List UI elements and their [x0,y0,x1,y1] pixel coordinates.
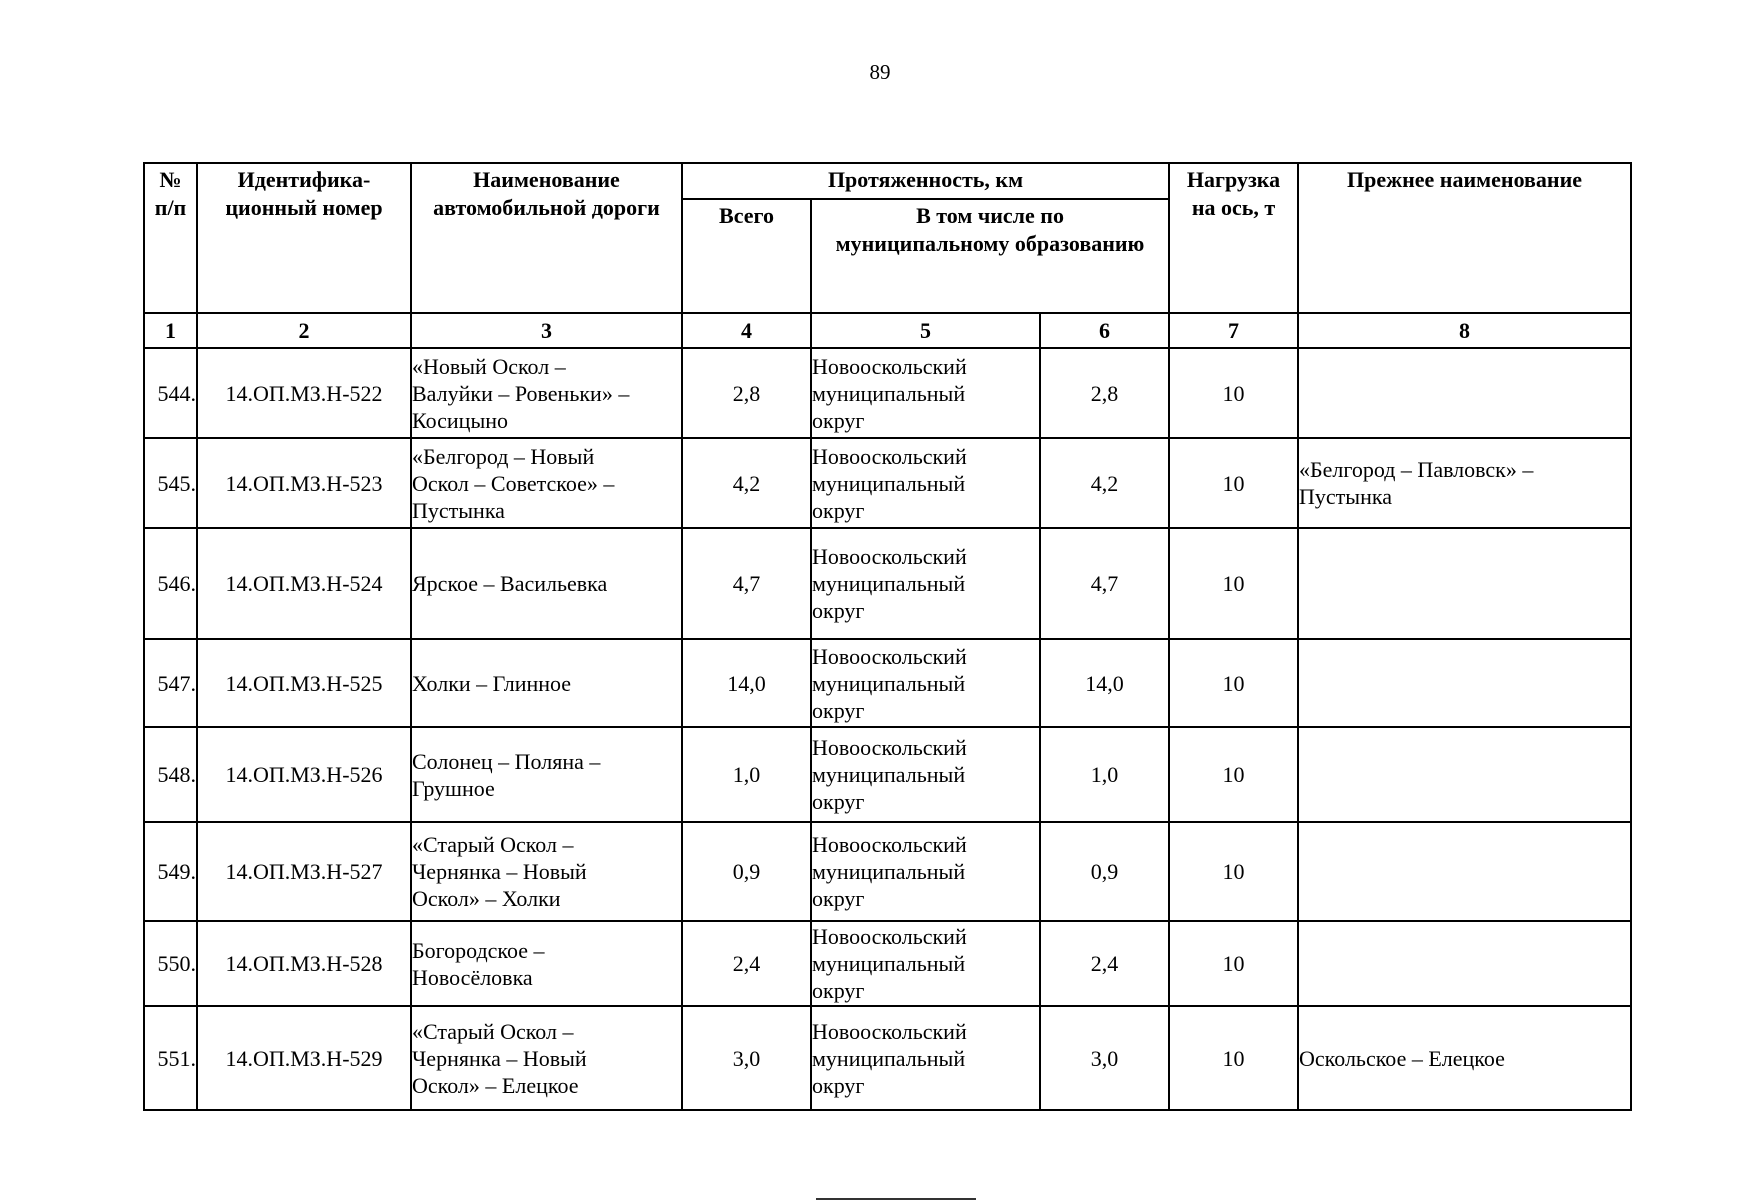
row-number: 547. [144,639,197,727]
column-number: 4 [682,313,811,348]
municipal-area-cell: Новооскольский муниципальный округ [811,727,1040,822]
axle-load-cell: 10 [1169,438,1298,528]
length-by-mo-cell: 4,7 [1040,528,1169,639]
row-number: 546. [144,528,197,639]
previous-name-cell: «Белгород – Павловск» – Пустынка [1298,438,1631,528]
previous-name-cell: Оскольское – Елецкое [1298,1006,1631,1110]
identifier-cell: 14.ОП.МЗ.Н-522 [197,348,411,438]
page-number: 89 [869,60,891,84]
header-row-number: № п/п [144,163,197,313]
length-by-mo-cell: 3,0 [1040,1006,1169,1110]
table-row [144,921,1631,1006]
road-name-cell: Ярское – Васильевка [411,528,682,639]
header-length-total: Всего [682,199,811,313]
municipal-area-cell: Новооскольский муниципальный округ [811,639,1040,727]
column-number: 6 [1040,313,1169,348]
table-row [144,727,1631,822]
length-by-mo-cell: 14,0 [1040,639,1169,727]
row-number: 549. [144,822,197,921]
table-row [144,438,1631,528]
road-name-cell: «Старый Оскол – Чернянка – Новый Оскол» – Елецкое [411,1006,682,1110]
previous-name-cell [1298,921,1631,1006]
row-number: 548. [144,727,197,822]
previous-name-cell [1298,348,1631,438]
roads-table [143,162,1632,1111]
table-body [144,348,1631,1110]
length-total-cell: 2,4 [682,921,811,1006]
length-total-cell: 2,8 [682,348,811,438]
axle-load-cell: 10 [1169,921,1298,1006]
identifier-cell: 14.ОП.МЗ.Н-526 [197,727,411,822]
table-row [144,639,1631,727]
column-number: 7 [1169,313,1298,348]
length-total-cell: 3,0 [682,1006,811,1110]
length-total-cell: 1,0 [682,727,811,822]
header-previous-name: Прежнее наименование [1298,163,1631,313]
table-row [144,822,1631,921]
table-row [144,1006,1631,1110]
previous-name-cell [1298,639,1631,727]
header-identifier: Идентифика- ционный номер [197,163,411,313]
axle-load-cell: 10 [1169,1006,1298,1110]
identifier-cell: 14.ОП.МЗ.Н-523 [197,438,411,528]
length-total-cell: 0,9 [682,822,811,921]
axle-load-cell: 10 [1169,727,1298,822]
column-number: 2 [197,313,411,348]
municipal-area-cell: Новооскольский муниципальный округ [811,1006,1040,1110]
axle-load-cell: 10 [1169,822,1298,921]
axle-load-cell: 10 [1169,528,1298,639]
municipal-area-cell: Новооскольский муниципальный округ [811,438,1040,528]
header-length-by-mo: В том числе по муниципальному образованию [811,199,1169,313]
table-row [144,348,1631,438]
identifier-cell: 14.ОП.МЗ.Н-528 [197,921,411,1006]
column-number: 3 [411,313,682,348]
identifier-cell: 14.ОП.МЗ.Н-525 [197,639,411,727]
length-total-cell: 4,2 [682,438,811,528]
row-number: 545. [144,438,197,528]
road-name-cell: Богородское – Новосёловка [411,921,682,1006]
column-number: 8 [1298,313,1631,348]
row-number: 544. [144,348,197,438]
road-name-cell: Солонец – Поляна – Грушное [411,727,682,822]
length-by-mo-cell: 4,2 [1040,438,1169,528]
municipal-area-cell: Новооскольский муниципальный округ [811,348,1040,438]
identifier-cell: 14.ОП.МЗ.Н-527 [197,822,411,921]
municipal-area-cell: Новооскольский муниципальный округ [811,921,1040,1006]
axle-load-cell: 10 [1169,639,1298,727]
axle-load-cell: 10 [1169,348,1298,438]
length-total-cell: 4,7 [682,528,811,639]
row-number: 550. [144,921,197,1006]
previous-name-cell [1298,727,1631,822]
length-total-cell: 14,0 [682,639,811,727]
row-number: 551. [144,1006,197,1110]
length-by-mo-cell: 1,0 [1040,727,1169,822]
length-by-mo-cell: 0,9 [1040,822,1169,921]
header-axle-load: Нагрузка на ось, т [1169,163,1298,313]
identifier-cell: 14.ОП.МЗ.Н-524 [197,528,411,639]
table-row [144,528,1631,639]
road-name-cell: «Новый Оскол – Валуйки – Ровеньки» – Косицыно [411,348,682,438]
road-name-cell: «Белгород – Новый Оскол – Советское» – Пустынка [411,438,682,528]
length-by-mo-cell: 2,4 [1040,921,1169,1006]
header-length-group: Протяженность, км [682,163,1169,199]
municipal-area-cell: Новооскольский муниципальный округ [811,822,1040,921]
column-number: 5 [811,313,1040,348]
road-name-cell: «Старый Оскол – Чернянка – Новый Оскол» – Холки [411,822,682,921]
length-by-mo-cell: 2,8 [1040,348,1169,438]
column-number: 1 [144,313,197,348]
road-name-cell: Холки – Глинное [411,639,682,727]
previous-name-cell [1298,528,1631,639]
identifier-cell: 14.ОП.МЗ.Н-529 [197,1006,411,1110]
previous-name-cell [1298,822,1631,921]
header-road-name: Наименование автомобильной дороги [411,163,682,313]
municipal-area-cell: Новооскольский муниципальный округ [811,528,1040,639]
